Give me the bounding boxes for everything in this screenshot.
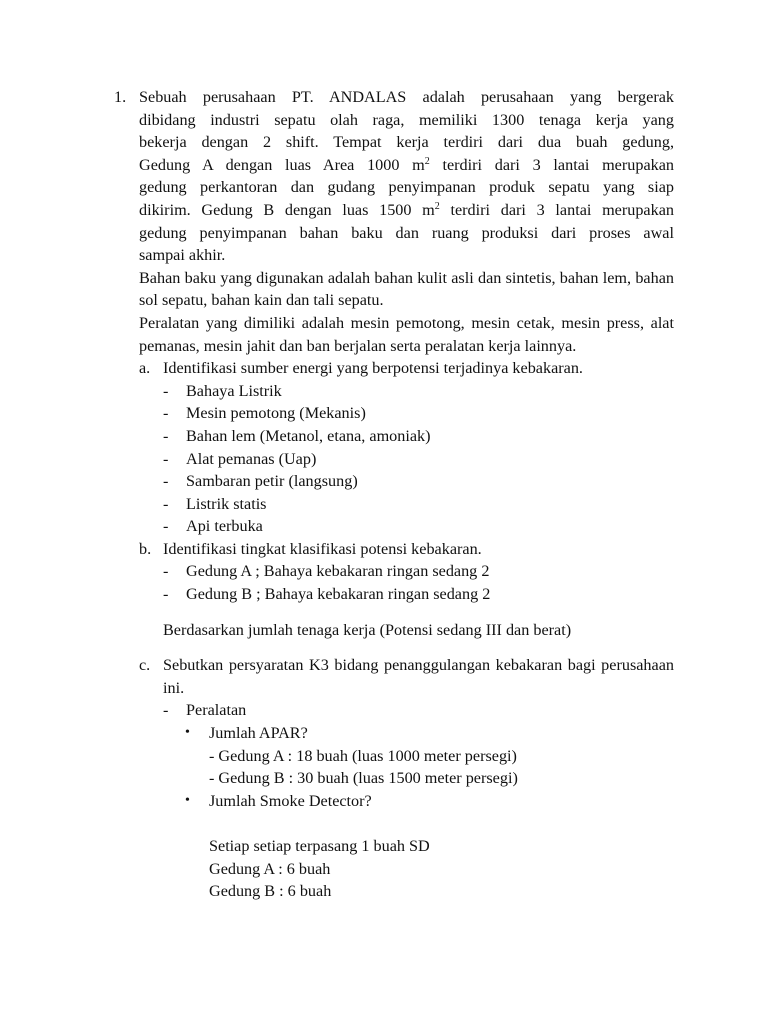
list-item-peralatan bbox=[163, 699, 674, 722]
gedung-a-text: Gedung A dengan luas Area 1000 m bbox=[139, 155, 425, 174]
list-item bbox=[163, 515, 674, 538]
list-item-text: Mesin pemotong (Mekanis) bbox=[186, 404, 366, 423]
list-item bbox=[163, 402, 674, 425]
list-item bbox=[163, 583, 674, 606]
list-item-text: Gedung A ; Bahaya kebakaran ringan sedang 2 bbox=[186, 562, 490, 581]
dash-marker: - bbox=[163, 472, 169, 491]
list-item bbox=[163, 493, 674, 516]
part-c bbox=[139, 654, 674, 903]
intro-line-1: Sebuah perusahaan PT. ANDALAS adalah perusahaan yang bergerak bbox=[139, 88, 674, 106]
dash-marker: - bbox=[163, 562, 169, 581]
list-item-text: Alat pemanas (Uap) bbox=[186, 449, 317, 468]
question-1 bbox=[114, 86, 674, 903]
part-b-title: Identifikasi tingkat klasifikasi potensi kebakaran. bbox=[163, 539, 482, 558]
gedung-b-superscript: 2 bbox=[434, 200, 440, 212]
question-number: 1. bbox=[114, 88, 127, 106]
list-item bbox=[163, 380, 674, 403]
dash-marker: - bbox=[163, 494, 169, 513]
bullet-marker: • bbox=[185, 792, 190, 808]
smoke-title: Jumlah Smoke Detector? bbox=[209, 791, 372, 810]
smoke-line-1: Setiap setiap terpasang 1 buah SD bbox=[209, 837, 430, 855]
smoke-line-2: Gedung A : 6 buah bbox=[209, 859, 331, 878]
intro-line-3: bekerja dengan 2 shift. Tempat kerja terdiri dari dua buah gedung, bbox=[139, 133, 674, 152]
peralatan-paragraph: Peralatan yang dimiliki adalah mesin pemotong, mesin cetak, mesin press, alat pemanas, mesin jahit dan ban berjalan serta peralatan kerja lainnya. bbox=[139, 313, 674, 355]
list-item-text: Sambaran petir (langsung) bbox=[186, 472, 358, 491]
question-intro bbox=[139, 86, 674, 267]
intro-line-2: dibidang industri sepatu olah raga, memiliki 1300 tenaga kerja yang bbox=[139, 110, 674, 129]
dash-marker: - bbox=[163, 585, 169, 604]
smoke-line-3: Gedung B : 6 buah bbox=[209, 882, 332, 901]
part-a-list bbox=[163, 380, 674, 538]
apar-line-gedung-b: - Gedung B : 30 buah (luas 1500 meter persegi) bbox=[209, 769, 518, 788]
list-item-text: Api terbuka bbox=[186, 517, 263, 536]
dash-marker: - bbox=[163, 517, 169, 536]
spacer bbox=[209, 812, 674, 835]
apar-line-gedung-a: - Gedung A : 18 buah (luas 1000 meter persegi) bbox=[209, 746, 517, 765]
dash-marker: - bbox=[163, 449, 169, 468]
part-b-list bbox=[163, 560, 674, 605]
part-a bbox=[139, 357, 674, 538]
list-item bbox=[163, 560, 674, 583]
bullet-item-smoke-detector bbox=[185, 790, 674, 903]
part-b bbox=[139, 538, 674, 654]
gedung-b-text: dikirim. Gedung B dengan luas 1500 m bbox=[139, 200, 435, 219]
peralatan-label: Peralatan bbox=[186, 701, 247, 720]
part-a-title: Identifikasi sumber energi yang berpotensi terjadinya kebakaran. bbox=[163, 359, 583, 378]
list-item-text: Gedung B ; Bahaya kebakaran ringan sedang 2 bbox=[186, 585, 491, 604]
part-a-label: a. bbox=[139, 359, 151, 378]
gedung-b-text-after: terdiri dari 3 lantai merupakan bbox=[439, 200, 674, 219]
intro-line-5: gedung perkantoran dan gudang penyimpanan produk sepatu yang siap bbox=[139, 178, 674, 197]
dash-marker: - bbox=[163, 426, 169, 445]
apar-title: Jumlah APAR? bbox=[209, 724, 308, 743]
list-item-text: Bahan lem (Metanol, etana, amoniak) bbox=[186, 426, 431, 445]
spacer bbox=[163, 641, 674, 654]
part-c-label: c. bbox=[139, 656, 151, 675]
peralatan-bullets bbox=[163, 722, 674, 903]
intro-line-8: sampai akhir. bbox=[139, 246, 226, 265]
intro-line-gedung-b bbox=[139, 199, 674, 222]
document-body bbox=[114, 86, 674, 903]
bullet-marker: • bbox=[185, 725, 190, 741]
dash-marker: - bbox=[163, 404, 169, 423]
part-c-title: Sebutkan persyaratan K3 bidang penanggulangan kebakaran bagi perusahaan ini. bbox=[163, 656, 674, 697]
gedung-a-text-after: terdiri dari 3 lantai merupakan bbox=[429, 155, 674, 174]
list-item-text: Bahaya Listrik bbox=[186, 381, 282, 400]
list-item-text: Listrik statis bbox=[186, 494, 267, 513]
part-b-note: Berdasarkan jumlah tenaga kerja (Potensi sedang III dan berat) bbox=[163, 620, 572, 639]
bahan-baku-paragraph: Bahan baku yang digunakan adalah bahan kulit asli dan sintetis, bahan lem, bahan sol sepatu, bahan kain dan tali sepatu. bbox=[139, 268, 674, 310]
list-item bbox=[163, 448, 674, 471]
dash-marker: - bbox=[163, 701, 169, 720]
list-item bbox=[163, 470, 674, 493]
intro-line-gedung-a bbox=[139, 154, 674, 177]
list-item bbox=[163, 425, 674, 448]
gedung-a-superscript: 2 bbox=[424, 155, 430, 167]
dash-marker: - bbox=[163, 381, 169, 400]
bullet-item-apar bbox=[185, 722, 674, 790]
spacer bbox=[163, 606, 674, 619]
intro-line-7: gedung penyimpanan bahan baku dan ruang produksi dari proses awal bbox=[139, 223, 674, 242]
part-c-list bbox=[163, 699, 674, 722]
part-b-label: b. bbox=[139, 539, 152, 558]
